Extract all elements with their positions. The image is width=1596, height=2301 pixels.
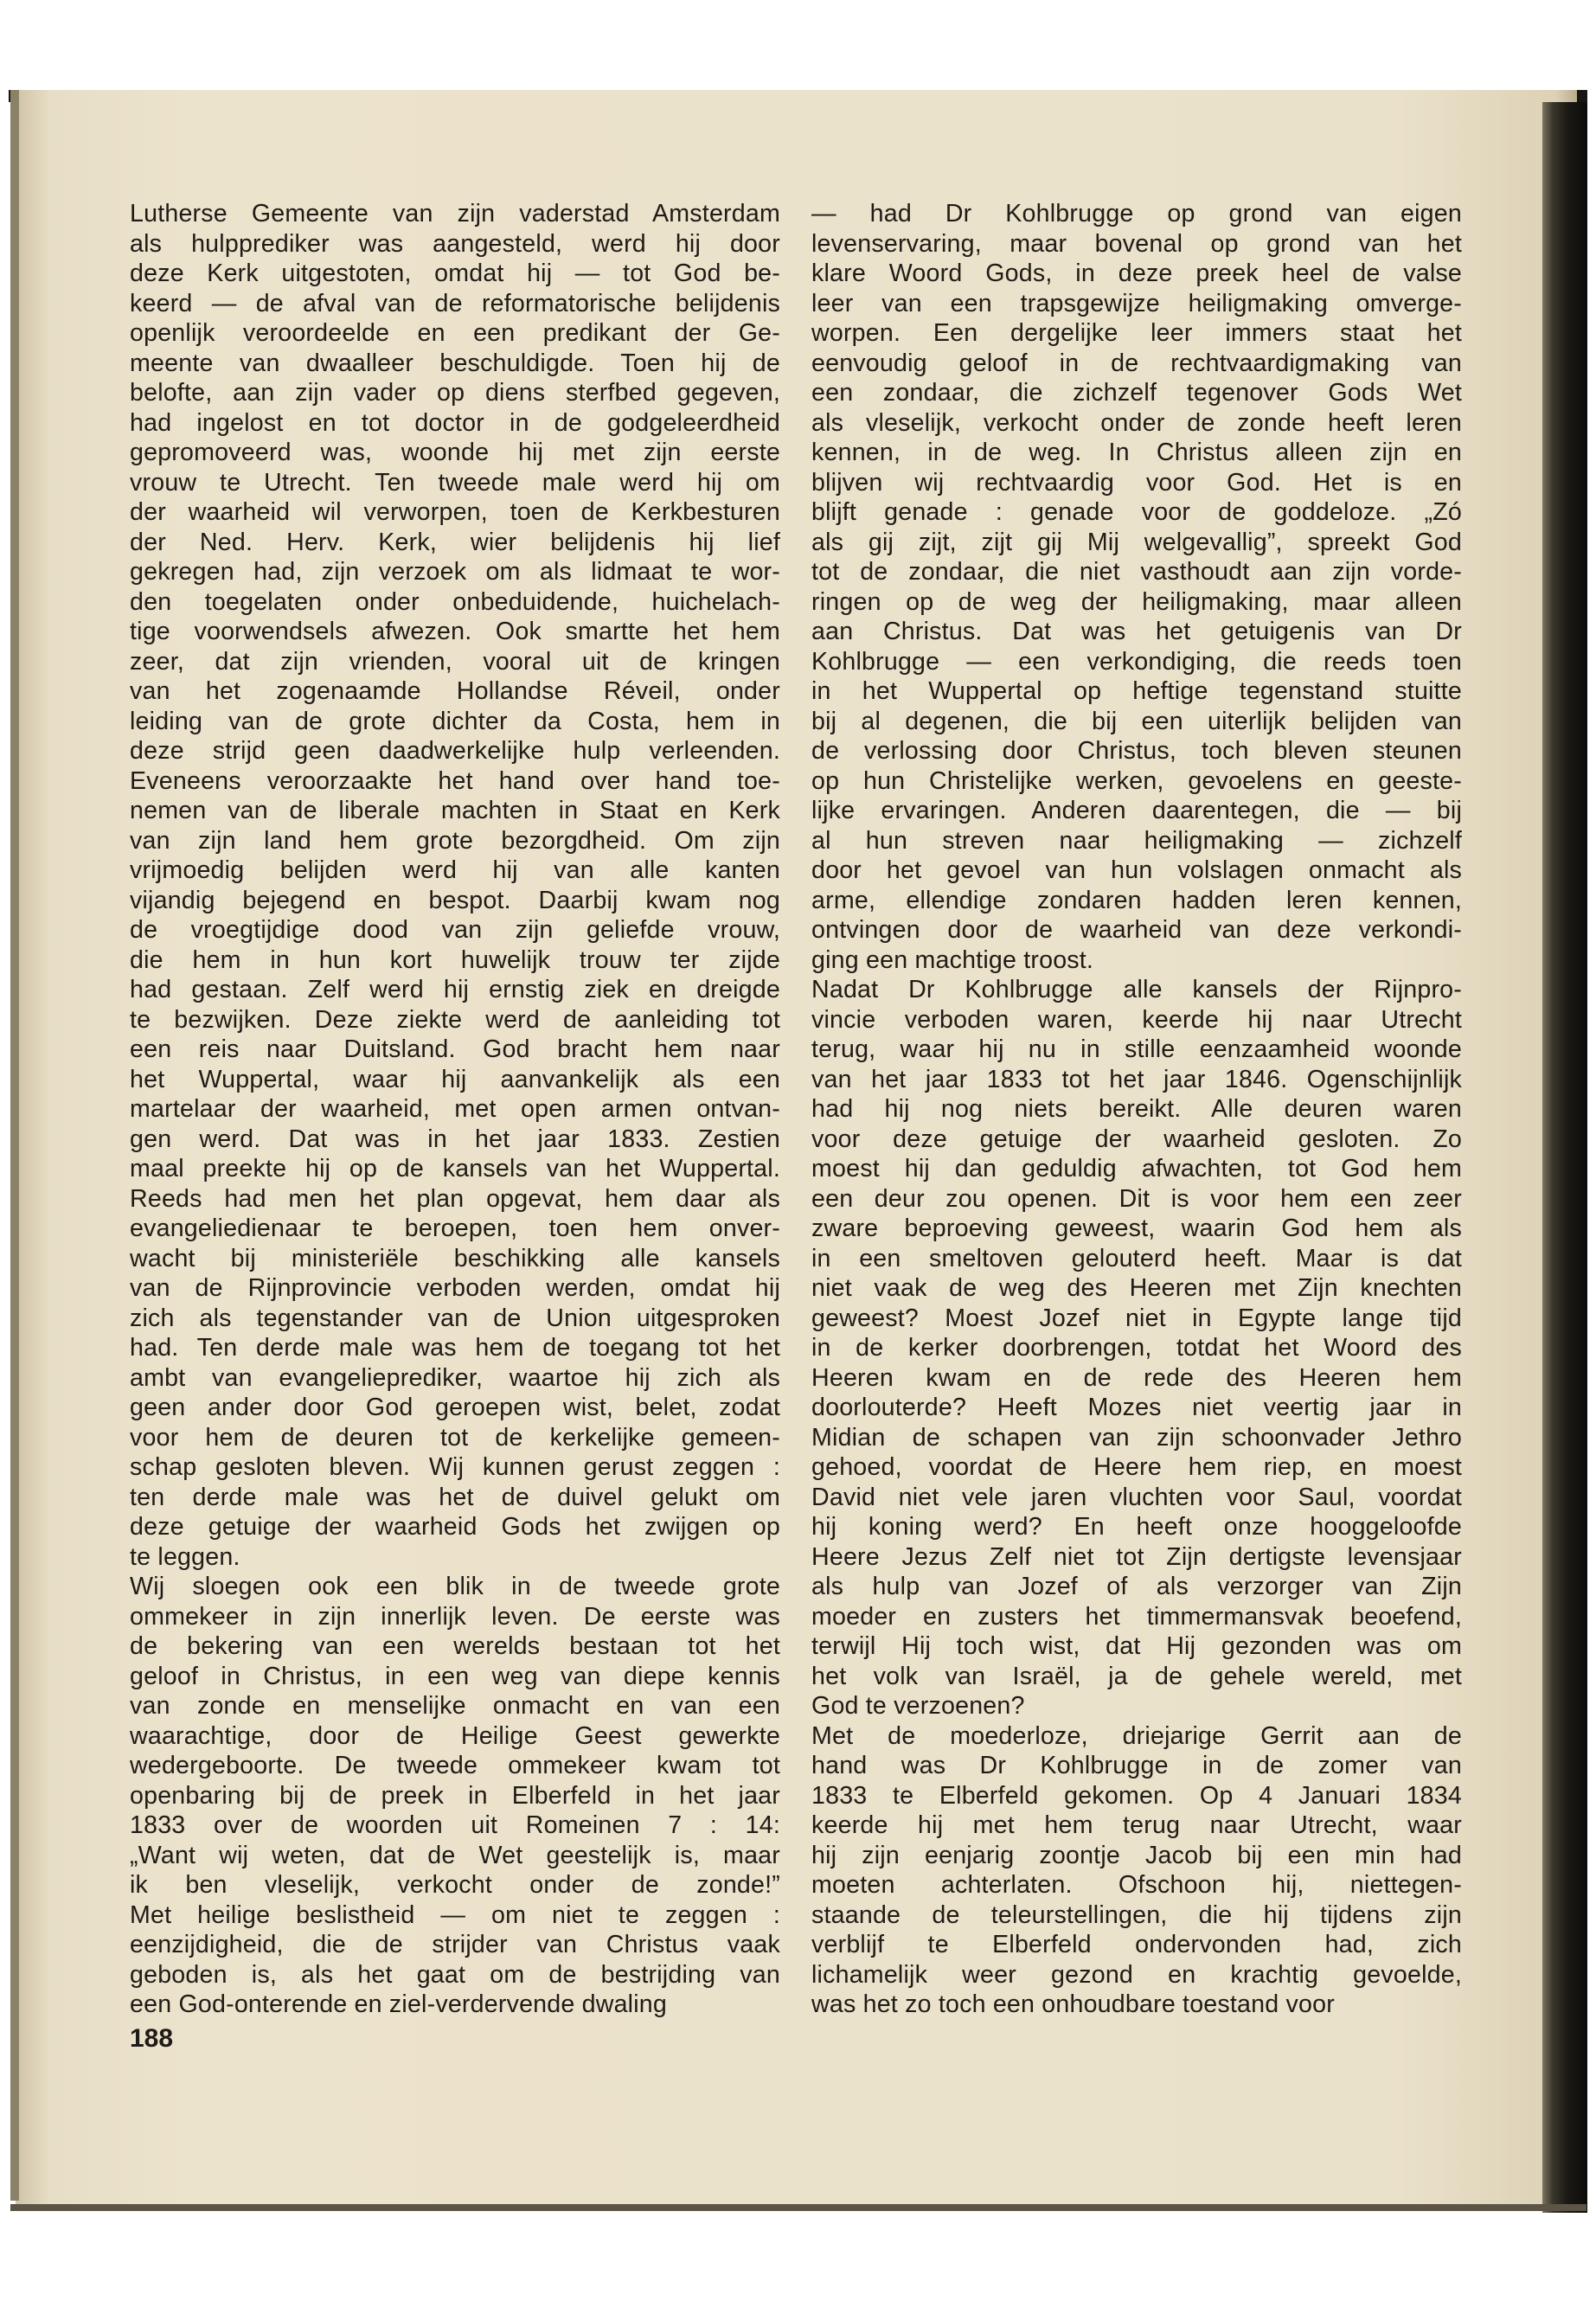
text-line: de verlossing door Christus, toch bleven steunen (811, 737, 1462, 765)
text-line: van zonde en menselijke onmacht en van een (130, 1692, 780, 1720)
text-line: Wij sloegen ook een blik in de tweede grote (130, 1573, 780, 1600)
text-line: maal preekte hij op de kansels van het Wuppertal. (130, 1155, 780, 1183)
text-line: zeer, dat zijn vrienden, vooral uit de kringen (130, 647, 780, 676)
text-line: bij al degenen, die bij een uiterlijk belijden van (811, 707, 1462, 735)
text-line: verblijf te Elberfeld ondervonden had, zich (811, 1931, 1462, 1958)
text-line: God te verzoenen? (811, 1692, 1025, 1720)
text-line: wedergeboorte. De tweede ommekeer kwam tot (130, 1752, 780, 1779)
text-line: Reeds had men het plan opgevat, hem daar als (130, 1184, 780, 1213)
text-line: lichamelijk weer gezond en krachtig gevoelde, (811, 1960, 1462, 1989)
text-line: kennen, in de weg. In Christus alleen zijn en (811, 439, 1462, 466)
text-line: van zijn land hem grote bezorgdheid. Om zijn (130, 826, 780, 855)
text-line: blijven wij rechtvaardig voor God. Het is en (811, 468, 1462, 497)
text-line: zware beproeving geweest, waarin God hem als (811, 1215, 1462, 1242)
text-line: der Ned. Herv. Kerk, wier belijdenis hij lief (130, 528, 780, 556)
text-line: terwijl Hij toch wist, dat Hij gezonden was om (811, 1632, 1462, 1660)
text-line: op hun Christelijke werken, gevoelens en geeste- (811, 766, 1462, 795)
text-line: het volk van Israël, ja de gehele wereld, met (811, 1662, 1462, 1690)
text-line: die hem in hun kort huwelijk trouw ter zijde (130, 945, 780, 974)
text-line: niet vaak de weg des Heeren met Zijn knechten (811, 1274, 1462, 1302)
text-line: blijft genade : genade voor de goddeloze. „Zó (811, 498, 1462, 526)
scan-bottom-border (10, 2204, 1586, 2211)
text-line: der waarheid wil verworpen, toen de Kerkbesturen (130, 498, 780, 526)
text-line: den toegelaten onder onbeduidende, huichelach- (130, 587, 780, 616)
text-line: vrouw te Utrecht. Ten tweede male werd hij om (130, 468, 780, 497)
text-line: eenvoudig geloof in de rechtvaardigmaking van (811, 349, 1462, 377)
text-line: vrijmoedig belijden werd hij van alle kanten (130, 856, 780, 884)
text-line: 1833 over de woorden uit Romeinen 7 : 14: (130, 1811, 780, 1839)
text-line: had gestaan. Zelf werd hij ernstig ziek en dreigde (130, 976, 780, 1003)
text-line: deze Kerk uitgestoten, omdat hij — tot God be- (130, 260, 780, 287)
text-line: een zondaar, die zichzelf tegenover Gods Wet (811, 379, 1462, 407)
text-line: vijandig bejegend en bespot. Daarbij kwam nog (130, 886, 780, 914)
text-line: doorlouterde? Heeft Mozes niet veertig jaar in (811, 1394, 1462, 1421)
text-line: Heere Jezus Zelf niet tot Zijn dertigste levensjaar (811, 1542, 1462, 1571)
text-line: geboden is, als het gaat om de bestrijding van (130, 1960, 780, 1989)
text-line: in het Wuppertal op heftige tegenstand stuitte (811, 677, 1462, 705)
text-line: vincie verboden waren, keerde hij naar Utrecht (811, 1005, 1462, 1034)
scan-left-border (10, 90, 19, 2201)
left-text-column (130, 199, 780, 2020)
text-line: openbaring bij de preek in Elberfeld in het jaar (130, 1781, 780, 1810)
text-line: ommekeer in zijn innerlijk leven. De eerste was (130, 1602, 780, 1631)
text-line: in een smeltoven gelouterd heeft. Maar is dat (811, 1244, 1462, 1272)
text-line: was het zo toch een onhoudbare toestand voor (811, 1990, 1335, 2018)
text-line: gehoed, voordat de Heere hem riep, en moest (811, 1453, 1462, 1481)
text-line: schap gesloten bleven. Wij kunnen gerust zeggen : (130, 1453, 780, 1481)
text-line: had ingelost en tot doctor in de godgeleerdheid (130, 408, 780, 437)
text-line: een reis naar Duitsland. God bracht hem naar (130, 1035, 780, 1063)
text-line: deze strijd geen daadwerkelijke hulp verleenden. (130, 737, 780, 765)
text-line: moeder en zusters het timmermansvak beoefend, (811, 1602, 1462, 1631)
text-line: martelaar der waarheid, met open armen ontvan- (130, 1095, 780, 1123)
text-line: moeten achterlaten. Ofschoon hij, niettegen- (811, 1871, 1462, 1899)
text-line: David niet vele jaren vluchten voor Saul, voordat (811, 1483, 1462, 1511)
text-line: ging een machtige troost. (811, 945, 1094, 974)
text-line: al hun streven naar heiligmaking — zichzelf (811, 826, 1462, 855)
text-line: van het jaar 1833 tot het jaar 1846. Ogenschijnlijk (811, 1065, 1462, 1093)
text-line: had. Ten derde male was hem de toegang tot het (130, 1334, 780, 1362)
text-line: in de kerker doorbrengen, totdat het Woord des (811, 1334, 1462, 1362)
text-line: deze getuige der waarheid Gods het zwijgen op (130, 1513, 780, 1541)
text-line: — had Dr Kohlbrugge op grond van eigen (811, 200, 1462, 228)
text-line: Midian de schapen van zijn schoonvader Jethro (811, 1423, 1462, 1452)
text-line: terug, waar hij nu in stille eenzaamheid woonde (811, 1035, 1462, 1063)
text-line: leer van een trapsgewijze heiligmaking omverge- (811, 289, 1462, 317)
text-line: staande de teleurstellingen, die hij tijdens zijn (811, 1900, 1462, 1929)
right-text-column (811, 199, 1462, 2020)
text-line: van het zogenaamde Hollandse Réveil, onder (130, 677, 780, 705)
text-line: ontvingen door de waarheid van deze verkondi- (811, 916, 1462, 944)
text-line: tot de zondaar, die niet vasthoudt aan zijn vorde- (811, 558, 1462, 586)
text-line: Met de moederloze, driejarige Gerrit aan de (811, 1721, 1462, 1750)
text-line: eenzijdigheid, die de strijder van Christus vaak (130, 1931, 780, 1958)
text-line: meente van dwaalleer beschuldigde. Toen hij de (130, 349, 780, 377)
text-line: als hulpprediker was aangesteld, werd hij door (130, 229, 780, 258)
text-line: keerde hij met hem terug naar Utrecht, waar (811, 1811, 1462, 1839)
text-line: Lutherse Gemeente van zijn vaderstad Amsterdam (130, 200, 780, 228)
text-line: „Want wij weten, dat de Wet geestelijk is, maar (130, 1841, 780, 1869)
text-line: openlijk veroordeelde en een predikant der Ge- (130, 319, 780, 347)
text-line: ik ben vleselijk, verkocht onder de zonde!” (130, 1871, 780, 1899)
text-line: geloof in Christus, in een weg van diepe kennis (130, 1662, 780, 1690)
text-line: Heeren kwam en de rede des Heeren hem (811, 1363, 1462, 1392)
text-line: te leggen. (130, 1542, 240, 1571)
text-line: leiding van de grote dichter da Costa, hem in (130, 707, 780, 735)
text-line: voor deze getuige der waarheid gesloten. Zo (811, 1125, 1462, 1153)
text-line: van de Rijnprovincie verboden werden, omdat hij (130, 1274, 780, 1302)
text-line: voor hem de deuren tot de kerkelijke gemeen- (130, 1423, 780, 1452)
text-line: 1833 te Elberfeld gekomen. Op 4 Januari 1834 (811, 1781, 1462, 1810)
text-line: had hij nog niets bereikt. Alle deuren waren (811, 1095, 1462, 1123)
text-line: moest hij dan geduldig afwachten, tot God hem (811, 1155, 1462, 1183)
text-line: het Wuppertal, waar hij aanvankelijk als een (130, 1065, 780, 1093)
text-line: een deur zou openen. Dit is voor hem een zeer (811, 1184, 1462, 1213)
scan-right-border (1542, 102, 1587, 2213)
text-line: te bezwijken. Deze ziekte werd de aanleiding tot (130, 1005, 780, 1034)
text-line: arme, ellendige zondaren hadden leren kennen, (811, 886, 1462, 914)
text-line: Eveneens veroorzaakte het hand over hand toe- (130, 766, 780, 795)
text-line: klare Woord Gods, in deze preek heel de valse (811, 260, 1462, 287)
text-line: ambt van evangelieprediker, waartoe hij zich als (130, 1363, 780, 1392)
text-line: ringen op de weg der heiligmaking, maar alleen (811, 587, 1462, 616)
text-line: wacht bij ministeriële beschikking alle kansels (130, 1244, 780, 1272)
text-line: lijke ervaringen. Anderen daarentegen, die — bij (811, 797, 1462, 824)
text-line: geen ander door God geroepen wist, belet, zodat (130, 1394, 780, 1421)
text-line: Kohlbrugge — een verkondiging, die reeds toen (811, 647, 1462, 676)
text-line: gen werd. Dat was in het jaar 1833. Zestien (130, 1125, 780, 1153)
text-line: hand was Dr Kohlbrugge in de zomer van (811, 1752, 1462, 1779)
text-line: waarachtige, door de Heilige Geest gewerkte (130, 1721, 780, 1750)
text-line: aan Christus. Dat was het getuigenis van Dr (811, 618, 1462, 645)
text-line: gekregen had, zijn verzoek om als lidmaat te wor- (130, 558, 780, 586)
text-line: geweest? Moest Jozef niet in Egypte lange tijd (811, 1304, 1462, 1332)
text-line: als hulp van Jozef of als verzorger van Zijn (811, 1573, 1462, 1600)
text-line: door het gevoel van hun volslagen onmacht als (811, 856, 1462, 884)
text-line: Nadat Dr Kohlbrugge alle kansels der Rijnpro- (811, 976, 1462, 1003)
text-line: als gij zijt, zijt gij Mij welgevallig”, spreekt God (811, 528, 1462, 556)
text-line: gepromoveerd was, woonde hij met zijn eerste (130, 439, 780, 466)
text-line: levenservaring, maar bovenal op grond van het (811, 229, 1462, 258)
text-line: hij koning werd? En heeft onze hooggeloofde (811, 1513, 1462, 1541)
text-line: de vroegtijdige dood van zijn geliefde vrouw, (130, 916, 780, 944)
page-number: 188 (130, 2024, 174, 2053)
text-line: nemen van de liberale machten in Staat en Kerk (130, 797, 780, 824)
text-line: de bekering van een werelds bestaan tot het (130, 1632, 780, 1660)
text-line: keerd — de afval van de reformatorische belijdenis (130, 289, 780, 317)
text-line: belofte, aan zijn vader op diens sterfbed gegeven, (130, 379, 780, 407)
text-line: als vleselijk, verkocht onder de zonde heeft leren (811, 408, 1462, 437)
text-line: evangeliedienaar te beroepen, toen hem onver- (130, 1215, 780, 1242)
text-line: een God-onterende en ziel-verdervende dwaling (130, 1990, 667, 2018)
text-line: ten derde male was het de duivel gelukt om (130, 1483, 780, 1511)
text-line: tige voorwendsels afwezen. Ook smartte het hem (130, 618, 780, 645)
text-line: Met heilige beslistheid — om niet te zeggen : (130, 1900, 780, 1929)
text-line: zich als tegenstander van de Union uitgesproken (130, 1304, 780, 1332)
text-line: worpen. Een dergelijke leer immers staat het (811, 319, 1462, 347)
text-line: hij zijn eenjarig zoontje Jacob bij een min had (811, 1841, 1462, 1869)
